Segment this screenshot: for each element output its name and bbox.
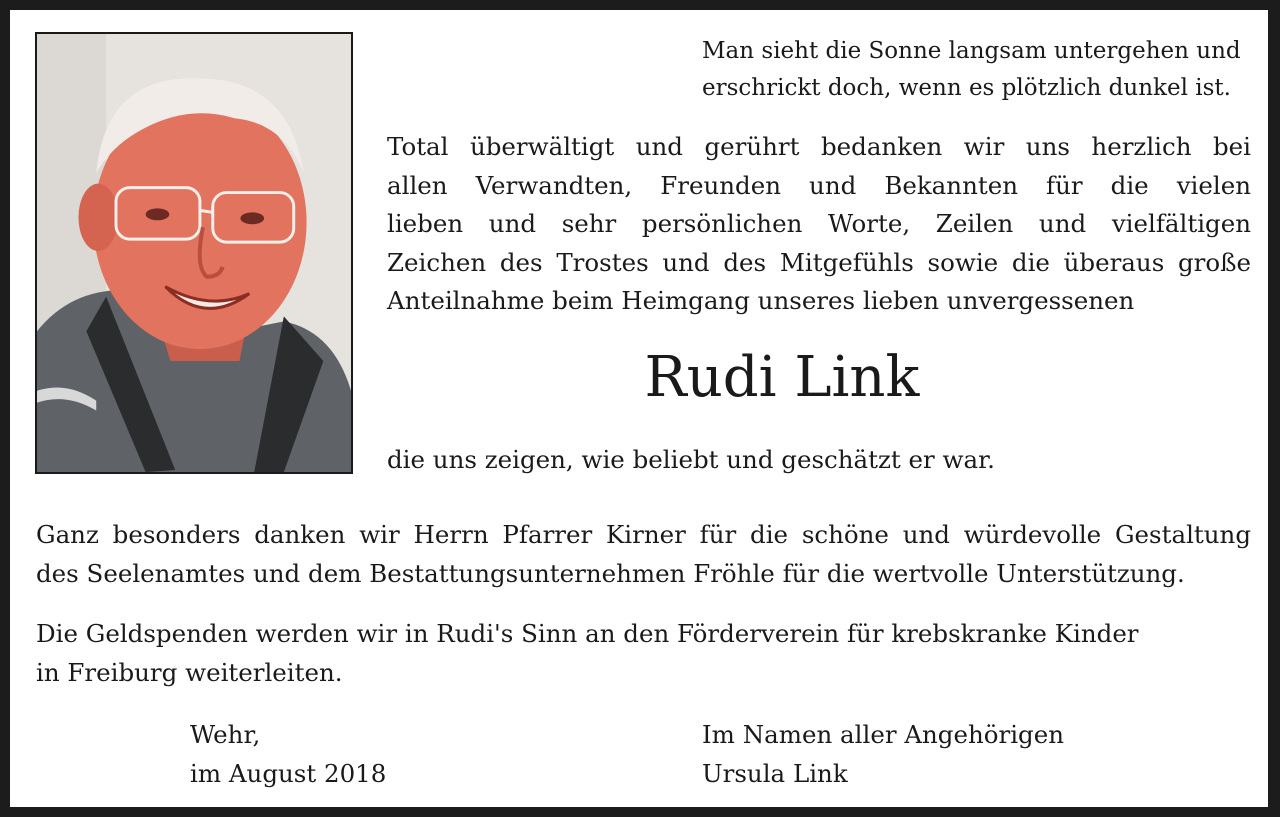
motto-line-1: Man sieht die Sonne langsam untergehen und: [702, 38, 1241, 64]
thanks-line-5: Anteilnahme beim Heimgang unseres lieben unvergessenen: [387, 286, 1135, 315]
date: im August 2018: [190, 758, 387, 788]
ear: [78, 184, 117, 251]
thanks-line-3: lieben und sehr persönlichen Worte, Zeilen und vielfältigen: [387, 209, 1251, 238]
glasses-bridge: [200, 210, 213, 212]
obituary-notice: [10, 10, 1268, 807]
thanks-line-4: Zeichen des Trostes und des Mitgefühls sowie die überaus große: [387, 247, 1251, 277]
thanks-line-1: Total überwältigt und gerührt bedanken wir uns herzlich bei: [387, 132, 1251, 161]
pastor-thanks-line-2: des Seelenamtes und dem Bestattungsunternehmen Fröhle für die wertvolle Unterstützung.: [36, 558, 1185, 588]
deceased-name: Rudi Link: [644, 345, 920, 410]
donations-paragraph: [36, 615, 1251, 692]
thanks-paragraph: [387, 128, 1251, 321]
left-eye: [146, 208, 170, 220]
motto-quote: [702, 33, 1257, 107]
place: Wehr,: [190, 720, 261, 749]
pastor-thanks-paragraph: [36, 516, 1251, 593]
pastor-thanks-line-1: Ganz besonders danken wir Herrn Pfarrer Kirner für die schöne und würdevolle Gestaltung: [36, 520, 1251, 549]
motto-line-2: erschrickt doch, wenn es plötzlich dunkel ist.: [702, 75, 1231, 101]
donations-line-2: in Freiburg weiterleiten.: [36, 657, 343, 687]
signature-line-2: Ursula Link: [702, 758, 848, 788]
donations-line-1: Die Geldspenden werden wir in Rudi's Sinn an den Förderverein für krebskranke Kinder: [36, 619, 1139, 648]
portrait-image: [37, 34, 351, 472]
portrait-photo: [35, 32, 353, 474]
signature: [702, 716, 1064, 793]
thanks-line-2: allen Verwandten, Freunden und Bekannten für die vielen: [387, 170, 1251, 200]
place-and-date: [190, 716, 386, 793]
right-eye: [240, 212, 264, 224]
signature-line-1: Im Namen aller Angehörigen: [702, 720, 1065, 749]
after-name-text: die uns zeigen, wie beliebt und geschätzt er war.: [387, 445, 995, 474]
